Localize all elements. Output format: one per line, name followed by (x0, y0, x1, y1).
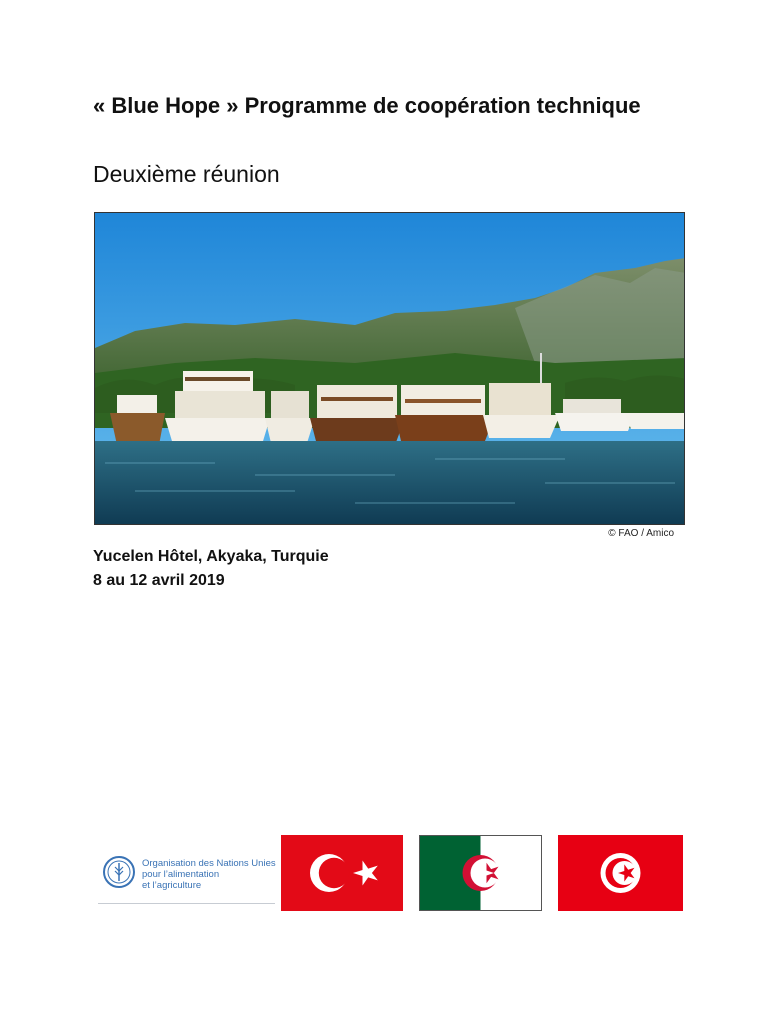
venue-text: Yucelen Hôtel, Akyaka, Turquie (93, 548, 329, 565)
fao-name: Organisation des Nations Unies pour l’alimentation et l’agriculture (142, 858, 276, 891)
document-subtitle: Deuxième réunion (93, 161, 280, 187)
flag-tunisia-icon (558, 835, 683, 911)
dates-text: 8 au 12 avril 2019 (93, 572, 225, 589)
document-title: « Blue Hope » Programme de coopération technique (93, 93, 641, 118)
photo-credit: © FAO / Amico (608, 528, 674, 539)
flag-algeria-icon (419, 835, 542, 911)
harbor-photo (94, 212, 685, 525)
flag-turkey-icon (281, 835, 403, 911)
fao-logo (98, 848, 275, 904)
fao-emblem-icon (102, 855, 136, 889)
